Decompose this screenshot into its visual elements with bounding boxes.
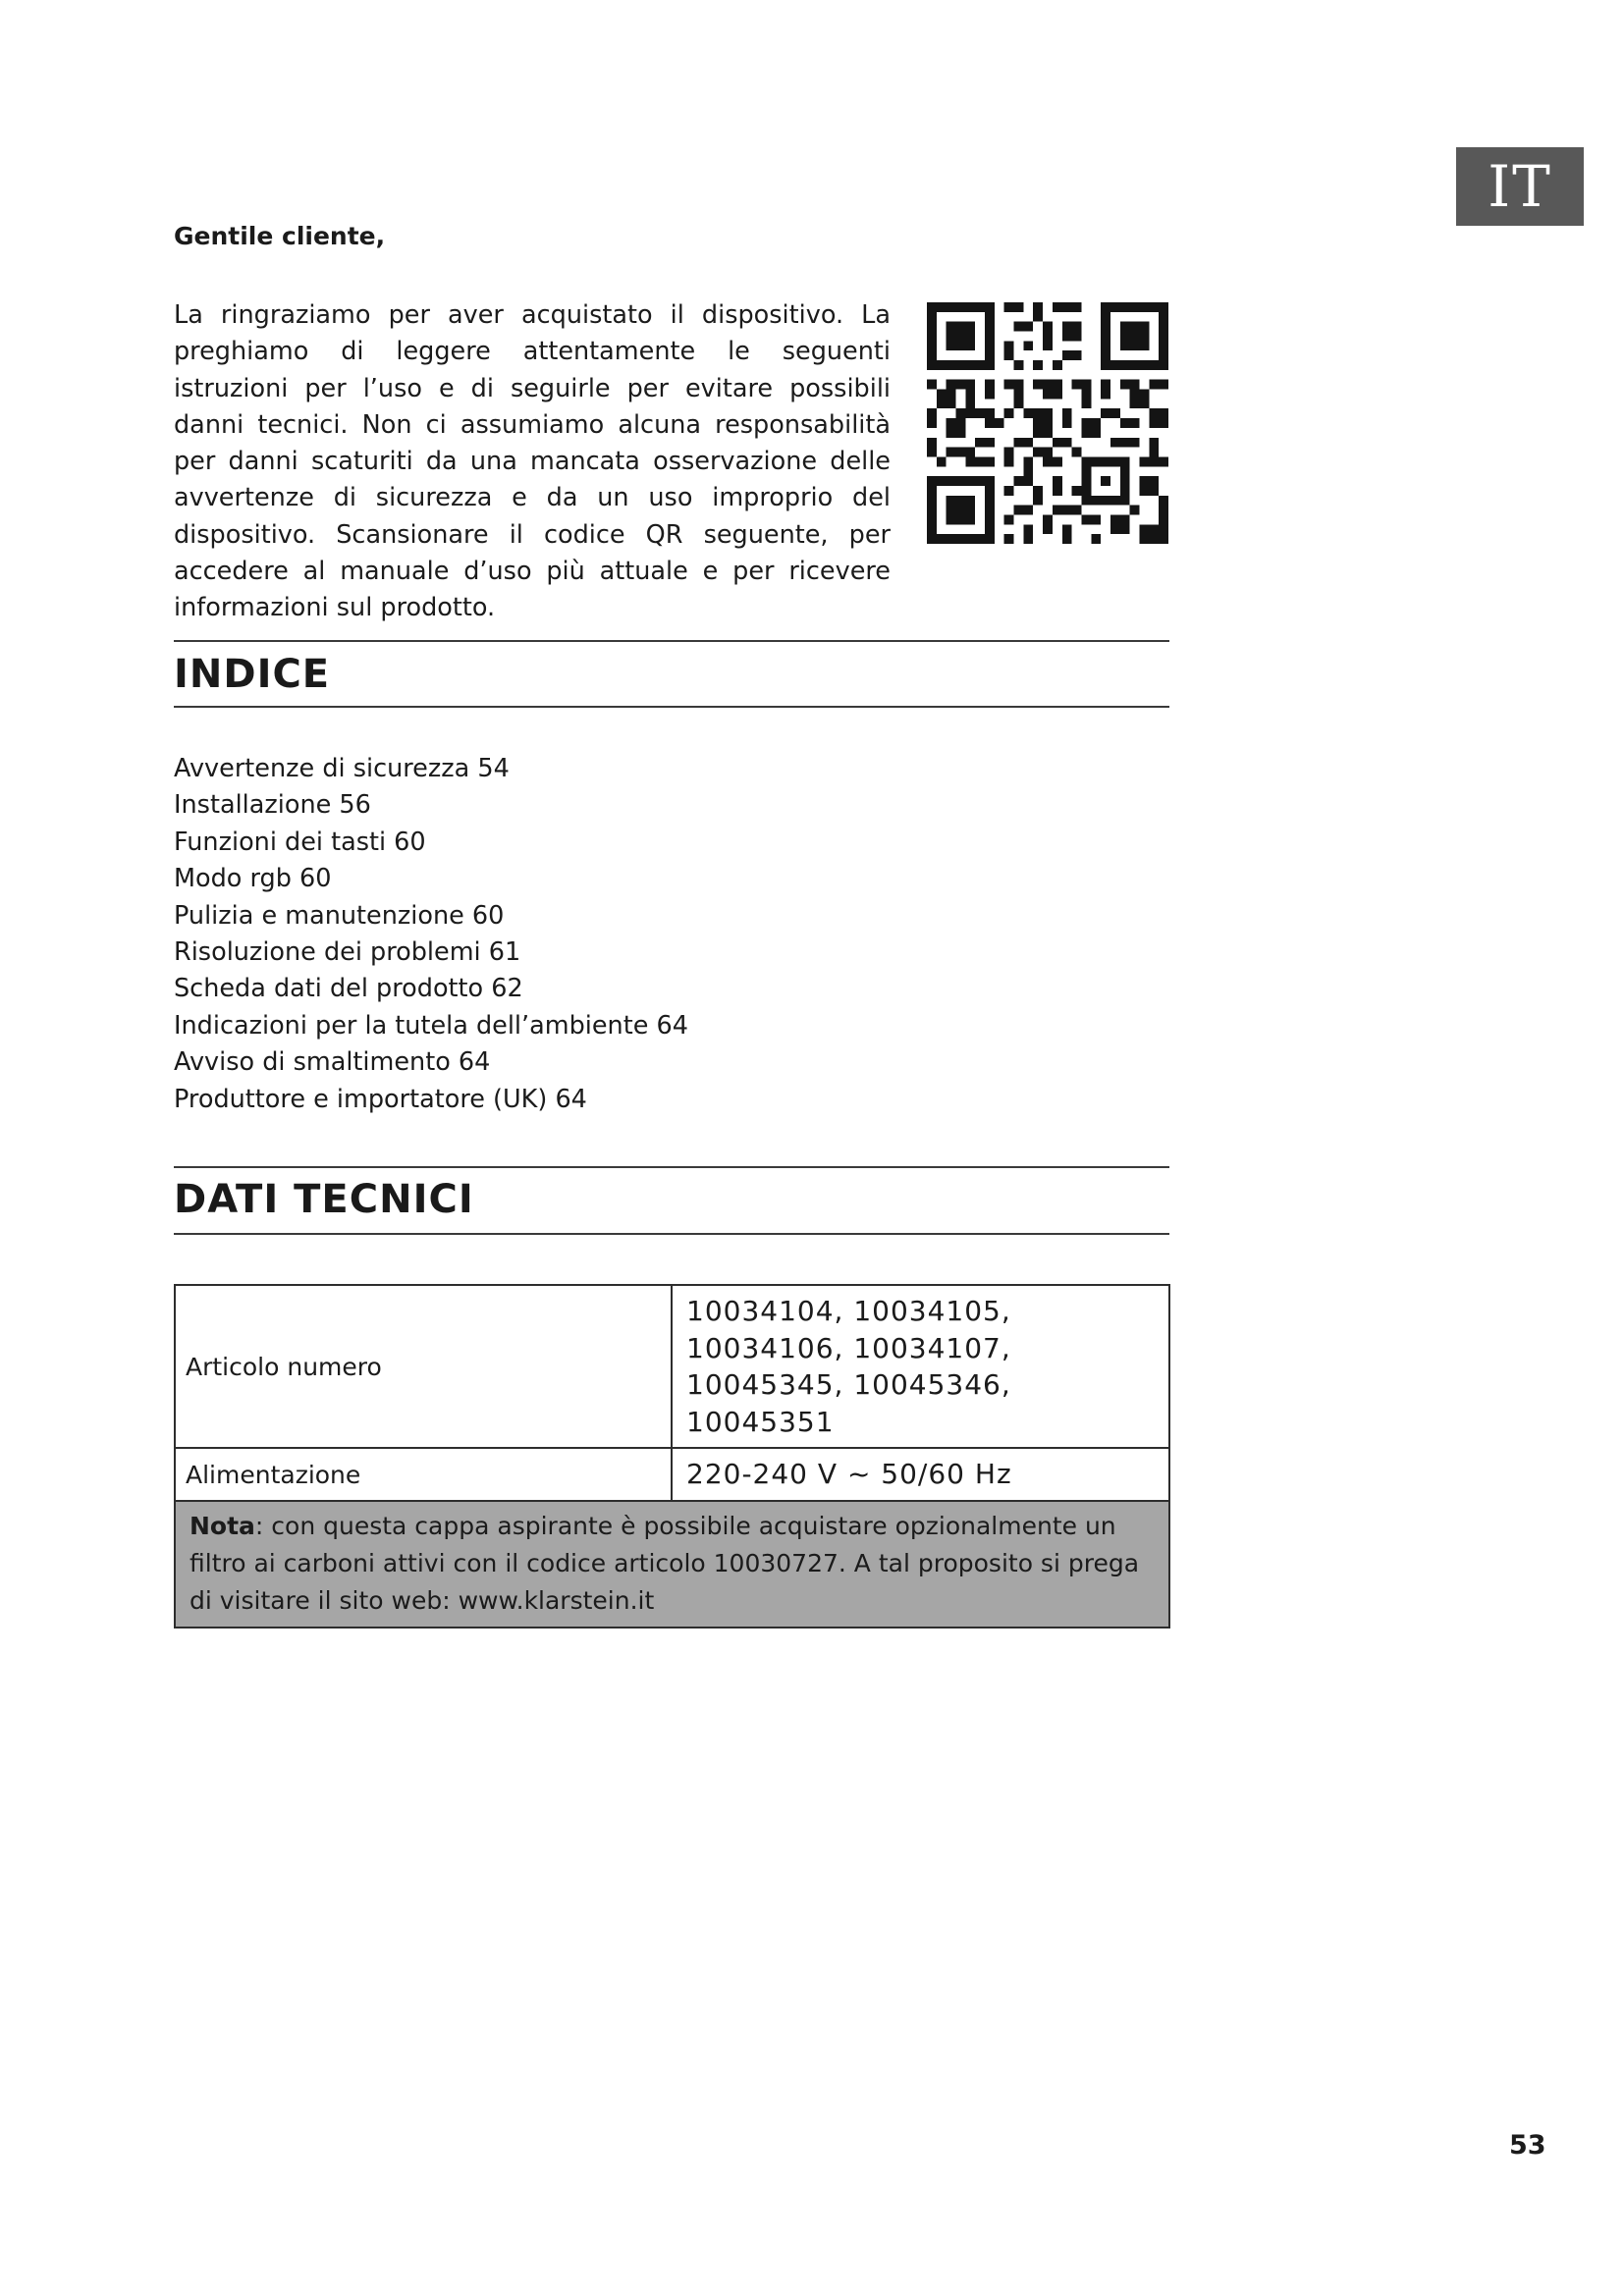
tech-data-top-rule bbox=[174, 1166, 1169, 1168]
toc-item: Produttore e importatore (UK) 64 bbox=[174, 1084, 587, 1114]
note-text: : con questa cappa aspirante è possibile acquistare opzionalmente un filtro ai carboni attivi con il codice articolo 10030727. A tal proposito si prega di visitare il sito web: www.klarstein.it bbox=[189, 1512, 1140, 1615]
note-label: Nota bbox=[189, 1512, 255, 1540]
toc-item: Modo rgb 60 bbox=[174, 864, 332, 894]
index-title: INDICE bbox=[174, 652, 331, 697]
spec-value: 10034104, 10034105, 10034106, 10034107, 10045345, 10045346, 10045351 bbox=[672, 1285, 1169, 1448]
toc-item: Avviso di smaltimento 64 bbox=[174, 1047, 491, 1078]
tech-data-bottom-rule bbox=[174, 1233, 1169, 1235]
tech-data-title: DATI TECNICI bbox=[174, 1177, 474, 1222]
toc-item: Installazione 56 bbox=[174, 790, 371, 821]
index-top-rule bbox=[174, 640, 1169, 642]
table-row bbox=[175, 1448, 1169, 1501]
table-row bbox=[175, 1285, 1169, 1448]
spec-label: Articolo numero bbox=[175, 1285, 672, 1448]
table-of-contents bbox=[174, 751, 688, 1118]
toc-item: Risoluzione dei problemi 61 bbox=[174, 937, 521, 968]
table-row-note bbox=[175, 1501, 1169, 1628]
greeting: Gentile cliente, bbox=[174, 222, 386, 250]
toc-item: Scheda dati del prodotto 62 bbox=[174, 974, 523, 1004]
toc-item: Funzioni dei tasti 60 bbox=[174, 827, 426, 857]
spec-value: 220-240 V ~ 50/60 Hz bbox=[672, 1448, 1169, 1501]
toc-item: Avvertenze di sicurezza 54 bbox=[174, 754, 510, 783]
note-cell bbox=[175, 1501, 1169, 1628]
intro-paragraph: La ringraziamo per aver acquistato il dispositivo. La preghiamo di leggere attentamente le seguenti istruzioni per l’uso e di seguirle per evitare possibili danni tecnici. Non ci assumiamo alcuna responsabilità per danni scaturiti da una mancata osservazione delle avvertenze di sicurezza e da un uso improprio del dispositivo. Scansionare il codice QR seguente, per accedere al manuale d’uso più attuale e per ricevere informazioni sul prodotto. bbox=[174, 300, 891, 623]
index-bottom-rule bbox=[174, 706, 1169, 708]
toc-item: Indicazioni per la tutela dell’ambiente 64 bbox=[174, 1010, 688, 1041]
page-number: 53 bbox=[1509, 2130, 1546, 2161]
tech-data-table bbox=[174, 1284, 1170, 1629]
qr-code bbox=[927, 302, 1168, 544]
language-tab: IT bbox=[1456, 147, 1584, 226]
spec-label: Alimentazione bbox=[175, 1448, 672, 1501]
toc-item: Pulizia e manutenzione 60 bbox=[174, 900, 505, 931]
